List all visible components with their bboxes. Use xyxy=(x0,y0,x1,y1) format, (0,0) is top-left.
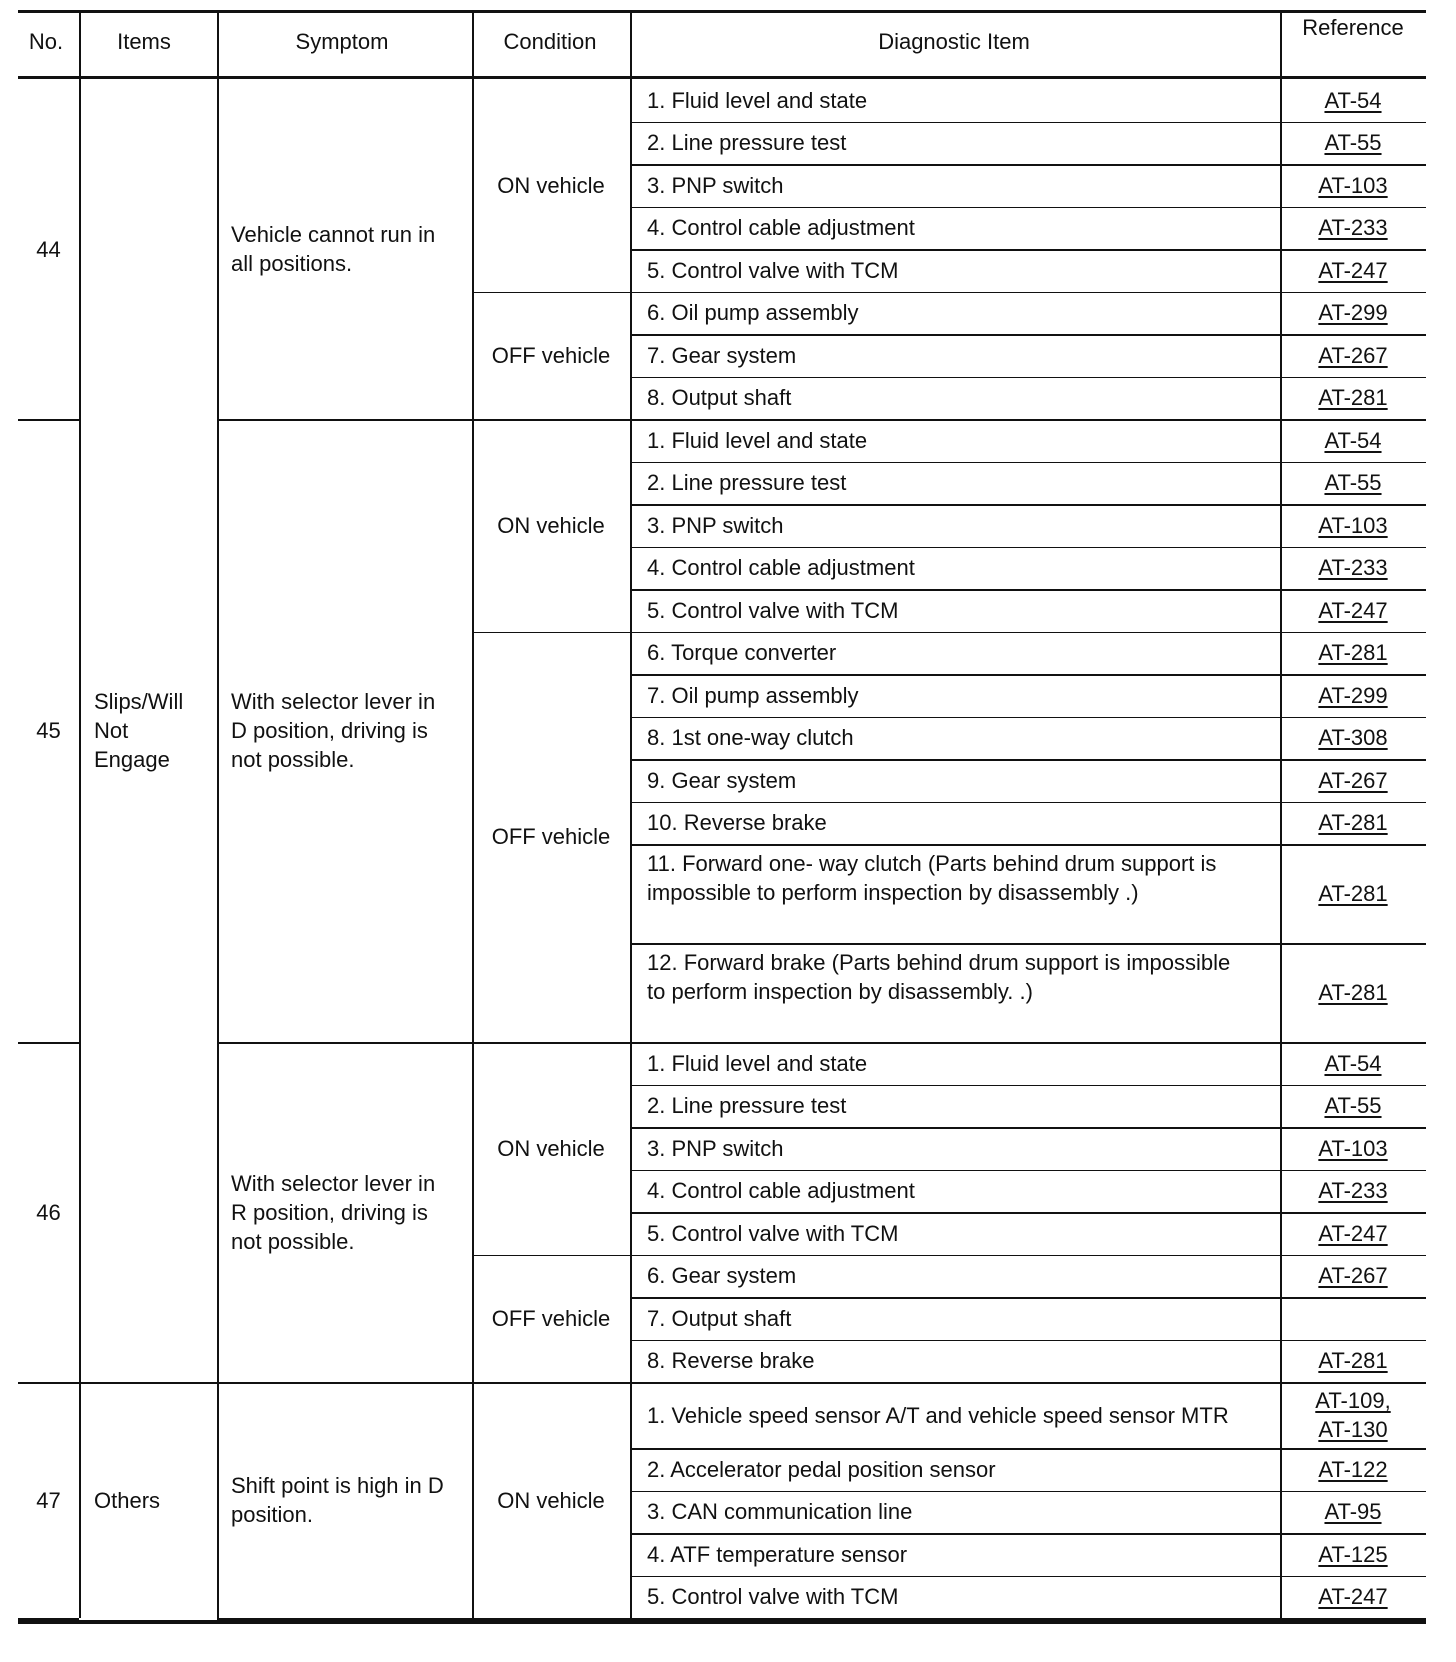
diagnostic-item: 3. CAN communication line xyxy=(647,1499,913,1525)
group-divider xyxy=(217,1042,630,1044)
header-diagnostic-item: Diagnostic Item xyxy=(878,29,1030,54)
symptom-text: Vehicle cannot run in xyxy=(231,222,436,247)
diagnostic-item: 1. Vehicle speed sensor A/T and vehicle speed sensor MTR xyxy=(647,1402,1229,1428)
row-divider xyxy=(630,334,1426,336)
header-condition: Condition xyxy=(503,29,597,54)
symptom-text: not possible. xyxy=(231,1228,355,1254)
reference-link[interactable]: AT-247 xyxy=(1318,597,1388,623)
group-divider xyxy=(217,419,630,421)
reference-link[interactable]: AT-54 xyxy=(1324,1050,1382,1076)
diagnostic-item: 6. Torque converter xyxy=(647,640,837,666)
symptom-text: With selector lever in xyxy=(231,689,436,714)
row-divider xyxy=(630,504,1426,506)
row-divider xyxy=(630,717,1426,719)
reference-link[interactable]: AT-54 xyxy=(1324,427,1382,453)
row-divider xyxy=(630,1255,1426,1257)
reference-link[interactable]: AT-125 xyxy=(1318,1541,1388,1567)
diagnostic-item: to perform inspection by disassembly. .) xyxy=(647,979,1033,1004)
item-number: 47 xyxy=(36,1487,61,1513)
reference-link[interactable]: AT-281 xyxy=(1318,1348,1388,1374)
diagnostic-item: 4. Control cable adjustment xyxy=(647,215,915,241)
reference-link[interactable]: AT-299 xyxy=(1318,682,1388,708)
row-divider xyxy=(630,207,1426,209)
reference-link[interactable]: AT-308 xyxy=(1318,725,1388,751)
column-divider xyxy=(217,10,219,1618)
condition-label: ON vehicle xyxy=(497,512,605,538)
symptom-text: not possible. xyxy=(231,747,355,772)
group-divider xyxy=(217,1382,630,1384)
row-divider xyxy=(630,249,1426,251)
reference-link[interactable]: AT-281 xyxy=(1318,640,1388,666)
diagnostic-item: 4. Control cable adjustment xyxy=(647,555,915,581)
diagnostic-item: 2. Line pressure test xyxy=(647,130,847,156)
diagnostic-item: impossible to perform inspection by disassembly .) xyxy=(647,880,1139,905)
condition-label: OFF vehicle xyxy=(491,1305,611,1331)
item-number: 44 xyxy=(36,236,61,262)
diagnostic-item: 6. Gear system xyxy=(647,1263,797,1289)
symptom-text: With selector lever in xyxy=(231,1170,436,1196)
row-divider xyxy=(630,1297,1426,1299)
group-divider xyxy=(18,419,79,421)
symptom-text: R position, driving is xyxy=(231,1199,428,1225)
reference-link[interactable]: AT-130 xyxy=(1318,1417,1388,1442)
row-divider xyxy=(630,589,1426,591)
diagnostic-item: 6. Oil pump assembly xyxy=(647,300,859,326)
reference-link[interactable]: AT-281 xyxy=(1318,881,1388,906)
reference-link[interactable]: AT-247 xyxy=(1318,1220,1388,1246)
diagnostic-item: 2. Line pressure test xyxy=(647,1093,847,1119)
row-divider xyxy=(630,164,1426,166)
row-divider xyxy=(630,1576,1426,1578)
table-top-border xyxy=(18,10,1426,13)
item-number: 45 xyxy=(36,718,61,743)
row-divider xyxy=(630,377,1426,379)
row-divider xyxy=(630,1382,1426,1384)
condition-label: ON vehicle xyxy=(497,172,605,198)
reference-link[interactable]: AT-299 xyxy=(1318,300,1388,326)
symptom-text: all positions. xyxy=(231,251,353,276)
diagnostic-item: 3. PNP switch xyxy=(647,512,784,538)
row-divider xyxy=(630,419,1426,421)
condition-divider xyxy=(472,632,630,634)
reference-link[interactable]: AT-267 xyxy=(1318,1263,1388,1289)
diagnostic-item: 8. Output shaft xyxy=(647,385,792,411)
row-divider xyxy=(630,547,1426,549)
reference-link[interactable]: AT-233 xyxy=(1318,215,1388,241)
header-symptom: Symptom xyxy=(295,29,389,54)
diagnostic-item: 4. ATF temperature sensor xyxy=(647,1541,908,1567)
diagnostic-item: 2. Line pressure test xyxy=(647,470,847,496)
diagnostic-item: 5. Control valve with TCM xyxy=(647,257,899,283)
reference-link[interactable]: AT-55 xyxy=(1324,1093,1382,1119)
group-divider xyxy=(18,1382,79,1384)
condition-label: ON vehicle xyxy=(497,1135,605,1161)
item-number: 46 xyxy=(36,1199,61,1225)
diagnostic-item: 10. Reverse brake xyxy=(647,810,827,836)
items-label: Others xyxy=(94,1487,161,1513)
reference-link[interactable]: AT-95 xyxy=(1324,1499,1382,1525)
diagnostic-item: 4. Control cable adjustment xyxy=(647,1178,915,1204)
condition-divider xyxy=(472,1255,630,1257)
condition-divider xyxy=(472,292,630,294)
diagnostic-item: 8. Reverse brake xyxy=(647,1348,815,1374)
diagnostic-item: 11. Forward one- way clutch (Parts behind drum support is xyxy=(647,851,1217,876)
column-divider xyxy=(630,10,632,1618)
row-divider xyxy=(630,1448,1426,1450)
reference-link[interactable]: AT-281 xyxy=(1318,385,1388,411)
row-divider xyxy=(630,943,1426,945)
diagnostic-item: 3. PNP switch xyxy=(647,1135,784,1161)
diagnostic-item: 12. Forward brake (Parts behind drum support is impossible xyxy=(647,950,1231,975)
row-divider xyxy=(630,674,1426,676)
column-divider xyxy=(472,10,474,1618)
reference-link[interactable]: AT-267 xyxy=(1318,767,1388,793)
reference-link[interactable]: AT-54 xyxy=(1324,87,1382,113)
row-divider xyxy=(630,759,1426,761)
diagnostic-item: 8. 1st one-way clutch xyxy=(647,725,854,751)
group-divider xyxy=(18,1042,79,1044)
condition-label: OFF vehicle xyxy=(491,342,611,368)
reference-link[interactable]: AT-55 xyxy=(1324,470,1382,496)
reference-link[interactable]: AT-281 xyxy=(1318,810,1388,836)
reference-link[interactable]: AT-233 xyxy=(1318,1178,1388,1204)
diagnostic-item: 3. PNP switch xyxy=(647,172,784,198)
diagnostic-item: 5. Control valve with TCM xyxy=(647,597,899,623)
row-divider xyxy=(630,1127,1426,1129)
reference-link[interactable]: AT-247 xyxy=(1318,257,1388,283)
row-divider xyxy=(630,1170,1426,1172)
diagnostic-item: 1. Fluid level and state xyxy=(647,87,868,113)
items-label: Engage xyxy=(94,747,170,772)
diagnostic-item: 7. Oil pump assembly xyxy=(647,682,859,708)
row-divider xyxy=(630,122,1426,124)
condition-label: OFF vehicle xyxy=(491,824,611,850)
reference-link[interactable]: AT-55 xyxy=(1324,130,1382,156)
reference-link[interactable]: AT-103 xyxy=(1318,1135,1388,1161)
table-bottom-border xyxy=(18,1620,1426,1624)
column-divider xyxy=(79,10,81,1618)
reference-link[interactable]: AT-103 xyxy=(1318,172,1388,198)
reference-link[interactable]: AT-122 xyxy=(1318,1456,1388,1482)
row-divider xyxy=(630,1212,1426,1214)
symptom-text: position. xyxy=(231,1502,313,1527)
column-divider xyxy=(1280,10,1282,1618)
header-bottom-border xyxy=(18,76,1426,79)
diagnostic-item: 7. Gear system xyxy=(647,342,797,368)
symptom-text: Shift point is high in D xyxy=(231,1473,444,1498)
header-items: Items xyxy=(117,29,171,54)
reference-link[interactable]: AT-109, xyxy=(1315,1388,1391,1413)
diagnostic-item: 1. Fluid level and state xyxy=(647,427,868,453)
group-divider xyxy=(79,1382,217,1384)
reference-link[interactable]: AT-103 xyxy=(1318,512,1388,538)
diagnostic-item: 5. Control valve with TCM xyxy=(647,1220,899,1246)
items-label: Slips/Will xyxy=(94,689,184,714)
row-divider xyxy=(630,1340,1426,1342)
row-divider xyxy=(630,802,1426,804)
row-divider xyxy=(630,462,1426,464)
diagnostic-item: 2. Accelerator pedal position sensor xyxy=(647,1456,996,1482)
row-divider xyxy=(630,1085,1426,1087)
diagnostic-item: 7. Output shaft xyxy=(647,1305,792,1331)
diagnostic-item: 5. Control valve with TCM xyxy=(647,1584,899,1610)
diagnostic-item: 1. Fluid level and state xyxy=(647,1050,868,1076)
reference-link[interactable]: AT-267 xyxy=(1318,342,1388,368)
condition-label: ON vehicle xyxy=(497,1487,605,1513)
row-divider xyxy=(630,844,1426,846)
row-divider xyxy=(630,292,1426,294)
diagnostic-item: 9. Gear system xyxy=(647,767,797,793)
reference-link[interactable]: AT-247 xyxy=(1318,1584,1388,1610)
reference-link[interactable]: AT-281 xyxy=(1318,980,1388,1005)
row-divider xyxy=(630,1042,1426,1044)
row-divider xyxy=(630,1533,1426,1535)
row-divider xyxy=(630,632,1426,634)
header-no: No. xyxy=(28,29,64,54)
row-divider xyxy=(630,1491,1426,1493)
items-label: Not xyxy=(94,718,129,743)
reference-link[interactable]: AT-233 xyxy=(1318,555,1388,581)
symptom-text: D position, driving is xyxy=(231,718,428,743)
header-reference: Reference xyxy=(1302,15,1404,40)
